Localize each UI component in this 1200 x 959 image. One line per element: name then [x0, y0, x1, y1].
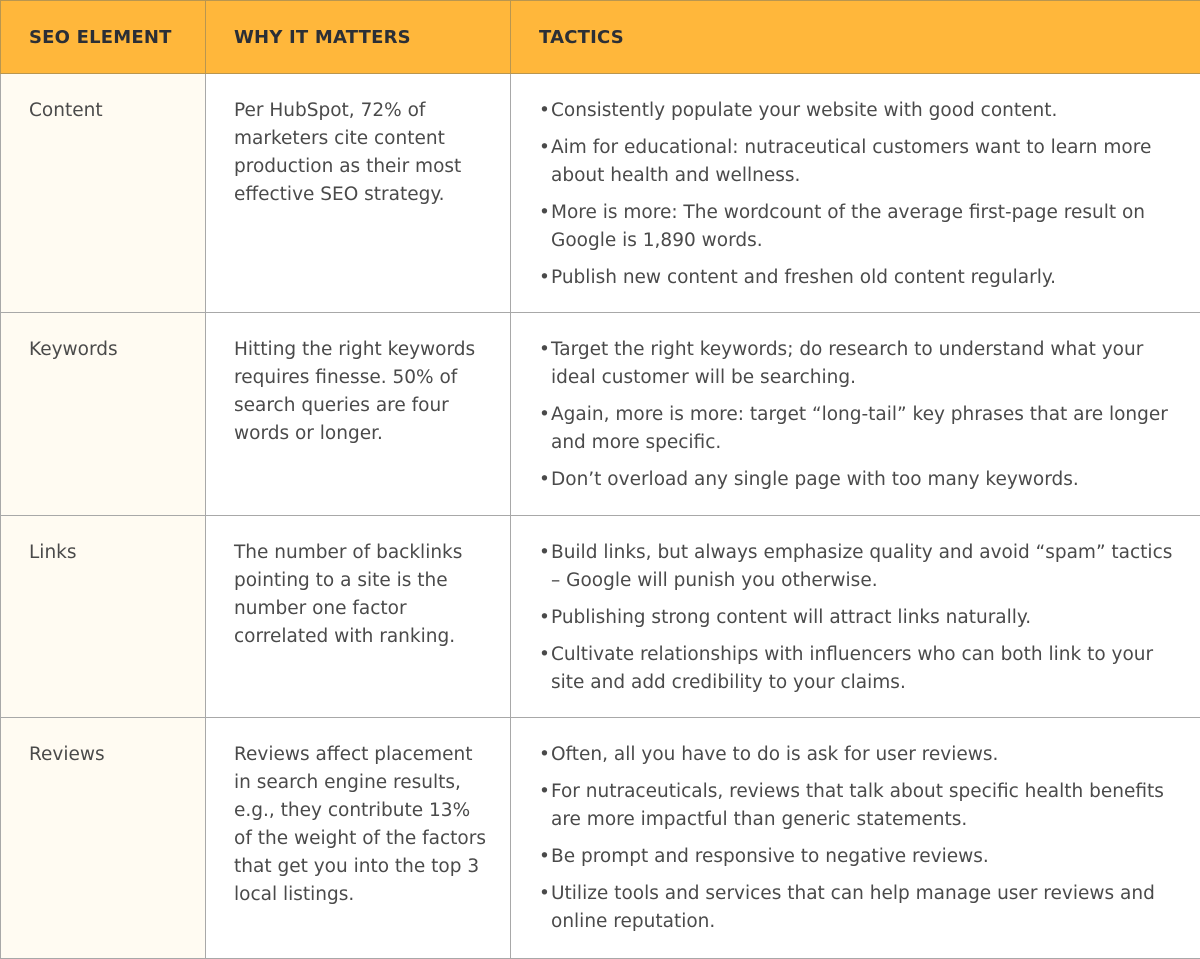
table-row [1, 313, 1200, 516]
tactic-item: • Again, more is more: target “long-tail” key phrases that are longer and more specific. [551, 401, 1180, 457]
table-row [1, 516, 1200, 718]
table-row [1, 74, 1200, 313]
tactic-item: • Don’t overload any single page with too many keywords. [551, 466, 1180, 494]
tactic-item: • Publish new content and freshen old content regularly. [551, 264, 1180, 292]
tactic-item: • More is more: The wordcount of the average first-page result on Google is 1,890 words. [551, 199, 1180, 255]
tactic-item: • Aim for educational: nutraceutical customers want to learn more about health and wellness. [551, 134, 1180, 190]
header-tactics: TACTICS [511, 1, 1200, 74]
tactic-item: • Cultivate relationships with influencers who can both link to your site and add credibility to your claims. [551, 641, 1180, 697]
tactic-item: • For nutraceuticals, reviews that talk about specific health benefits are more impactful than generic statements. [551, 778, 1180, 834]
why-it-matters-cell: The number of backlinks pointing to a site is the number one factor correlated with ranking. [206, 516, 511, 718]
tactics-list [551, 741, 1180, 936]
why-it-matters-cell: Per HubSpot, 72% of marketers cite content production as their most effective SEO strategy. [206, 74, 511, 313]
tactics-cell [511, 74, 1200, 313]
tactics-cell [511, 718, 1200, 959]
table-row [1, 718, 1200, 959]
tactics-cell [511, 313, 1200, 516]
seo-element-cell: Content [1, 74, 206, 313]
tactic-item: • Build links, but always emphasize quality and avoid “spam” tactics – Google will punish you otherwise. [551, 539, 1180, 595]
header-why-it-matters: WHY IT MATTERS [206, 1, 511, 74]
why-it-matters-cell: Hitting the right keywords requires finesse. 50% of search queries are four words or longer. [206, 313, 511, 516]
tactic-item: • Often, all you have to do is ask for user reviews. [551, 741, 1180, 769]
seo-element-cell: Keywords [1, 313, 206, 516]
tactic-item: • Publishing strong content will attract links naturally. [551, 604, 1180, 632]
tactics-list [551, 539, 1180, 697]
header-row [1, 1, 1200, 74]
tactic-item: • Target the right keywords; do research to understand what your ideal customer will be searching. [551, 336, 1180, 392]
tactic-item: • Be prompt and responsive to negative reviews. [551, 843, 1180, 871]
seo-element-cell: Links [1, 516, 206, 718]
why-it-matters-cell: Reviews affect placement in search engine results, e.g., they contribute 13% of the weight of the factors that get you into the top 3 local listings. [206, 718, 511, 959]
tactic-item: • Consistently populate your website with good content. [551, 97, 1180, 125]
seo-element-cell: Reviews [1, 718, 206, 959]
tactics-list [551, 97, 1180, 292]
tactics-cell [511, 516, 1200, 718]
tactic-item: • Utilize tools and services that can help manage user reviews and online reputation. [551, 880, 1180, 936]
header-seo-element: SEO ELEMENT [1, 1, 206, 74]
tactics-list [551, 336, 1180, 494]
